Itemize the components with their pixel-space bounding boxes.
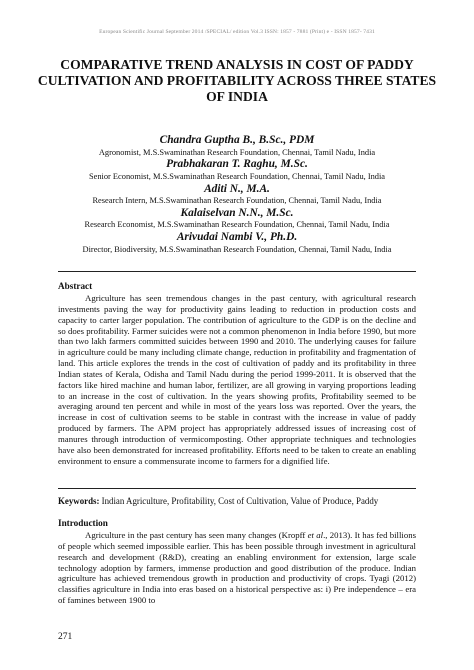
author-name: Chandra Guptha B., B.Sc., PDM <box>159 134 315 146</box>
author-name: Prabhakaran T. Raghu, M.Sc. <box>166 158 308 171</box>
journal-header: European Scientific Journal September 2014 /SPECIAL/ edition Vol.3 ISSN: 1857 - 7881 (Print) e - ISSN 1857- 7431 <box>99 29 375 35</box>
introduction-italic: et al <box>307 530 324 540</box>
author-name: Aditi N., M.A. <box>204 182 270 195</box>
abstract-top-rule <box>58 271 416 272</box>
keywords-line <box>58 496 416 507</box>
author-affiliation: Senior Economist, M.S.Swaminathan Research Foundation, Chennai, Tamil Nadu, India <box>88 171 386 181</box>
paper-title: COMPARATIVE TREND ANALYSIS IN COST OF PADDY CULTIVATION AND PROFITABILITY ACROSS THREE STATES OF INDIA <box>37 57 437 104</box>
page-number: 271 <box>58 632 73 642</box>
author-affiliation: Agronomist, M.S.Swaminathan Research Foundation, Chennai, Tamil Nadu, India <box>98 147 376 157</box>
introduction-text <box>58 530 416 606</box>
keywords-label: Keywords: <box>58 496 100 506</box>
abstract-heading: Abstract <box>58 281 93 291</box>
author-affiliation: Research Economist, M.S.Swaminathan Research Foundation, Chennai, Tamil Nadu, India <box>84 220 390 230</box>
author-name: Kalaiselvan N.N., M.Sc. <box>180 206 294 219</box>
abstract-text: Agriculture has seen tremendous changes in the past century, with agricultural research investments paving the way for productivity gains leading to reduction in production costs and capacity to carter larger population. The contribution of agriculture to the GDP is on the decline and so does profitability. Farmer suicides were not a common phenomenon in India before 1990, but more than two lakh farmers committed suicides between 1990 and 2010. The underlying causes for failure in agriculture could be many including climate change, reduction in profitability and fragmentation of land. This article explores the trends in the cost of cultivation of paddy and its profitability in three Indian states of Kerala, Odisha and Tamil Nadu during the period 1999-2011. It is observed that the factors like hired machine and human labor, fertilizer, are all growing in varying proportions leading to an increase in the cost of cultivation. In the years showing profits, Profitability seemed to be averaging around ten percent and while in most of the years loss was reported. Over the years, the increase in cost of cultivation seems to be stable in contrast with the increase in value of paddy produced by farmers. The APM project has appropriately addressed issues of increasing cost of manures through introduction of vermicomposting. Other appropriate techniques and technologies have also been demonstrated for increased profitability. Efforts need to be taken to create an enabling environment to ensure a commensurate income to farmers for a dignified life. <box>58 293 416 466</box>
abstract-bottom-rule <box>58 488 416 489</box>
author-block <box>30 134 444 255</box>
introduction-text-part: Agriculture in the past century has seen many changes (Kropff <box>85 530 308 540</box>
author-affiliation: Research Intern, M.S.Swaminathan Research Foundation, Chennai, Tamil Nadu, India <box>92 196 382 206</box>
introduction-heading: Introduction <box>58 518 108 528</box>
author-name: Arivudai Nambi V., Ph.D. <box>176 231 298 244</box>
keywords-text: Indian Agriculture, Profitability, Cost of Cultivation, Value of Produce, Paddy <box>99 496 379 506</box>
introduction-text-part: ., 2013). It has fed billions of people which seemed impossible earlier. This has been possible through investment in agricultural research and development (R&D), creating an enabling environment for extension, large scale technology adoption by farmers, immense production and good distribution of the produce. Indian agriculture has achieved tremendous growth in production and productivity of crops. Tyagi (2012) classifies agriculture in India into eras based on a historical perspective as: i) Pre independence – era of famines between 1900 to <box>58 530 417 606</box>
author-affiliation: Director, Biodiversity, M.S.Swaminathan Research Foundation, Chennai, Tamil Nadu, India <box>82 244 392 254</box>
